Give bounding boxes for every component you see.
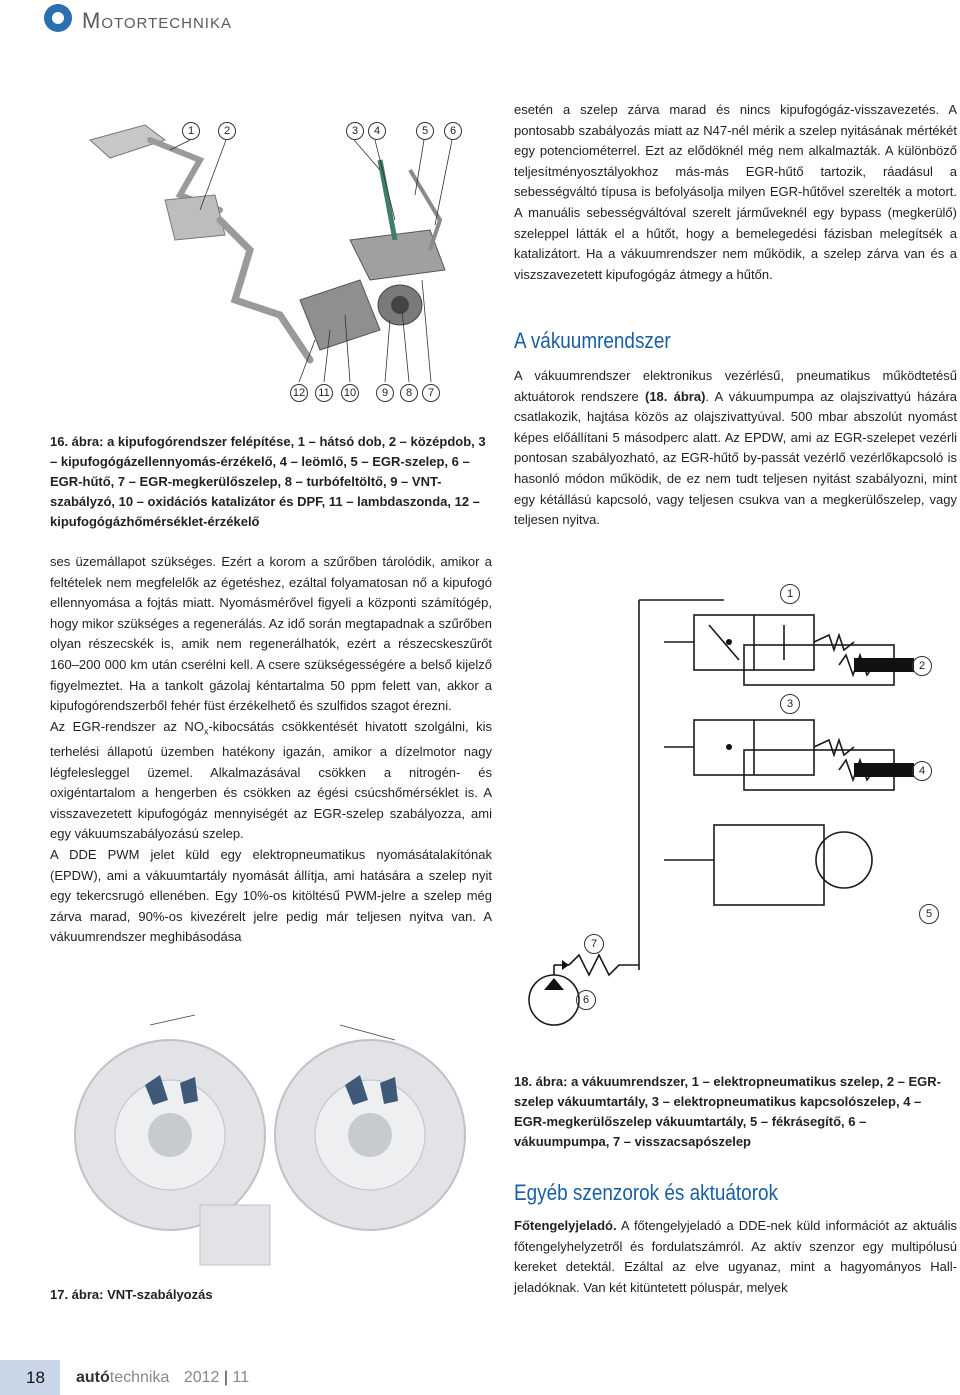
left-column-body <box>50 552 492 948</box>
paragraph: A DDE PWM jelet küld egy elektropneumatikus nyomásátalakítónak (EPDW), ami a vákuumtartály nyomását állítja, ami hatására a szelep nyit egy tekercsrugó ellenében. Egy 10%-os kitöltésű PWM-jelre a szelep még zárva marad, 90%-os kivezérelt jelre pedig már teljesen nyitva van. A vákuumrendszer meghibásodása <box>50 846 492 945</box>
issue-year: 2012 <box>183 1369 220 1386</box>
text-run: A főtengelyjeladó a DDE-nek küld információt az aktuális főtengelyhelyzetről és fordulatszámról. Az aktív szenzor egy multipólusú kereket detektál. Ezáltal az elve ugyanaz, mint a hagyományos Hall-jeladóknak. Van két kitüntetett póluspár, melyek <box>514 1218 957 1295</box>
callout-number: 7 <box>422 384 440 402</box>
figure-18-caption: 18. ábra: a vákuumrendszer, 1 – elektropneumatikus szelep, 2 – EGR-szelep vákuumtartály, 3 – elektropneumatikus kapcsolószelep, 4 – EGR-megkerülőszelep vákuumtartály, 5 – fékrásegítő, 6 – vákuumpumpa, 7 – visszacsapószelep <box>514 1074 942 1149</box>
text-run: Az EGR-rendszer az NO <box>50 718 204 734</box>
callout-number: 8 <box>400 384 418 402</box>
figure-16-exhaust-illustration <box>50 100 492 420</box>
text-run: . A vákuumpumpa az olajszivattyú házára csatlakozik, hajtása közös az olajszivattyúval. 500 mbar abszolút nyomást képes előállítani 5 másodperc alatt. Az EPDW, ami az EGR-szelepet vezérli pontosan szabályozható, az EGR-hűtő by-passát vezérlő vezérlőkapcsoló is hasonló módon működik, de ez nem tudt teljesen nyitást szabályozni, mint egy kétállású kapcsoló, vagy teljesen csukva van a megkerülőszelep, vagy teljesen nyitva. <box>514 388 957 528</box>
callout-number: 2 <box>912 656 932 676</box>
section-title-vacuum: A vákuumrendszer <box>514 328 671 353</box>
figure-16-caption: 16. ábra: a kipufogórendszer felépítése, 1 – hátsó dob, 2 – középdob, 3 – kipufogógázellennyomás-érzékelő, 4 – leömlő, 5 – EGR-szelep, 6 – EGR-hűtő, 7 – EGR-megkerülőszelep, 8 – turbófeltöltő, 9 – VNT-szabályzó, 10 – oxidációs katalizátor és DPF, 11 – lambdaszonda, 12 – kipufogógázhőmérséklet-érzékelő <box>50 434 486 529</box>
callout-number: 5 <box>919 904 939 924</box>
vnt-turbocharger-drawing <box>50 1005 492 1280</box>
callout-number: 1 <box>182 122 200 140</box>
section-title-sensors: Egyéb szenzorok és aktuátorok <box>514 1180 778 1205</box>
callout-number: 4 <box>912 761 932 781</box>
magazine-name-bold: autó <box>76 1369 110 1386</box>
paragraph <box>50 717 492 845</box>
issue-divider: | <box>223 1369 229 1386</box>
issue-number: 11 <box>232 1369 250 1386</box>
magazine-logo-icon <box>44 4 72 32</box>
callout-number: 7 <box>584 934 604 954</box>
callout-number: 1 <box>780 584 800 604</box>
vacuum-schematic-drawing <box>514 570 957 1050</box>
callout-number: 6 <box>576 990 596 1010</box>
callout-number: 12 <box>290 384 308 402</box>
figure-reference: (18. ábra) <box>644 388 706 404</box>
footer-magazine-issue <box>76 1369 249 1387</box>
run-in-heading: Főtengelyjeladó. <box>514 1218 617 1233</box>
callout-number: 4 <box>368 122 386 140</box>
exhaust-system-drawing <box>50 100 492 420</box>
figure-17-vnt-illustration <box>50 1005 492 1280</box>
callout-number: 6 <box>444 122 462 140</box>
page-number: 18 <box>26 1368 45 1387</box>
callout-number: 3 <box>780 694 800 714</box>
paragraph: ses üzemállapot szükséges. Ezért a korom a szűrőben tárolódik, amikor a feltételek nem megfelelők az égetéshez, ezáltal folyamatosan nő a kipufogó ellennyomása a fojtás miatt. Nyomásmérővel figyeli a központi számítógép, hogy mikor szükséges a regenerálás. Az idő során megtapadnak a szűrőben olyan részecskék is, amik nem regenerálhatók, ezért a részecskeszűrőt 160–200 000 km után cserélni kell. A csere szükségességére a belső kijelző figyelmeztet. Ha a tankolt gázolaj kéntartalma 50 ppm felett van, akkor a kipufogórendszerből fehér füst érzékelhető és szulfidos szagot érezni. <box>50 554 492 714</box>
figure-18-vacuum-schematic <box>514 570 957 1050</box>
callout-number: 5 <box>416 122 434 140</box>
text-run: -kibocsátás csökkentését hivatott szolgálni, kis terhelési állapotú üzemben hatékony igazán, amikor a dízelmotor nagy légfelesleggel üzemel. Alkalmazásával csökken a nitrogén- és oxigéntartalom a hengerben és csökken az égési csúcshőmérséklet is. A visszavezetett kipufogógáz mennyiségét az EGR-szelep szabályozza, ami egy vákuumszabályozású szelep. <box>50 718 492 842</box>
figure-17-caption: 17. ábra: VNT-szabályozás <box>50 1287 213 1302</box>
callout-number: 3 <box>346 122 364 140</box>
right-column-sensors-body <box>514 1216 957 1298</box>
subscript: x <box>203 726 209 737</box>
right-column-body-top: esetén a szelep zárva marad és nincs kipufogógáz-visszavezetés. A pontosabb szabályozás miatt az N47-nél mérik a szelep nyitásának mértékét egy potenciométerrel. Ezt az elődöknél még nem alkalmazták. A különböző teljesítményosztályokhoz más-más EGR-hűtő tartozik, ráadásul a sebességváltó típusa is befolyásolja milyen EGR-hűtővel szerelték a motort. A manuális sebességváltóval szerelt járműveknél egy bypass (megkerülő) szeleppel látták el a hűtőt, hogy a bemelegedési fázisban melegítsék a katalizátort. Ha a vákuumrendszer nem működik, a szelep zárva van és a viszszavezetett kipufogógáz átmegy a hűtőn. <box>514 102 957 282</box>
text-run: A vákuumrendszer elektronikus vezérlésű, pneumatikus működtetésű aktuátorok rendszere <box>514 368 957 404</box>
callout-number: 9 <box>376 384 394 402</box>
section-header-title: Motortechnika <box>82 8 232 33</box>
callout-number: 2 <box>218 122 236 140</box>
magazine-name-light: technika <box>109 1369 170 1386</box>
callout-number: 11 <box>315 384 333 402</box>
callout-number: 10 <box>341 384 359 402</box>
right-column-vacuum-body <box>514 366 957 531</box>
